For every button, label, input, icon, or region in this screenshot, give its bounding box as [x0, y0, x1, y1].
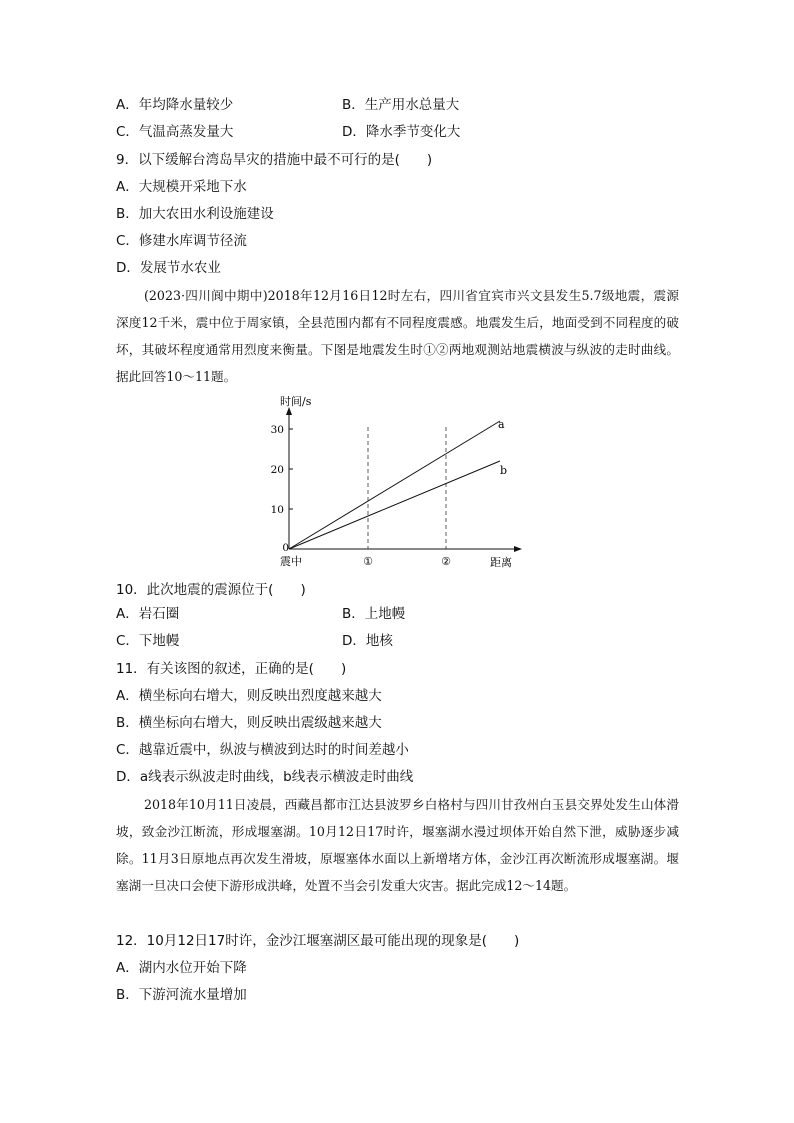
passage-landslide: [116, 791, 679, 899]
q9-option-b: B．加大农田水利设施建设: [116, 206, 274, 222]
q11-option-d: D．a线表示纵波走时曲线，b线表示横波走时曲线: [116, 769, 414, 785]
q9-stem: 9．以下缓解台湾岛旱灾的措施中最不可行的是( ): [116, 152, 433, 168]
q10-option-a: A．岩石圈: [116, 606, 180, 622]
series-a-label: a: [498, 418, 505, 431]
y-axis-arrow: [286, 407, 292, 415]
x-marker-label-2: ②: [441, 555, 451, 568]
y-tick-label-10: 10: [270, 504, 284, 516]
q8-option-c: C．气温高蒸发量大: [116, 124, 234, 140]
x-axis-arrow: [514, 546, 522, 552]
y-tick-label-20: 20: [270, 464, 284, 476]
x-marker-label-1: ①: [363, 555, 373, 568]
q11-option-c: C．越靠近震中，纵波与横波到达时的时间差越小: [116, 742, 409, 758]
y-tick-label-0: 0: [282, 542, 289, 554]
q9-option-c: C．修建水库调节径流: [116, 233, 247, 249]
y-tick-label-30: 30: [270, 424, 284, 436]
series-a-line: [289, 421, 500, 549]
q12-stem: 12．10月12日17时许，金沙江堰塞湖区最可能出现的现象是( ): [116, 933, 520, 949]
q11-option-b: B．横坐标向右增大，则反映出震级越来越大: [116, 715, 382, 731]
y-axis-label: 时间/s: [280, 395, 312, 408]
q8-option-b: B．生产用水总量大: [342, 97, 460, 113]
q11-option-a: A．横坐标向右增大，则反映出烈度越来越大: [116, 688, 382, 704]
q9-option-d: D．发展节水农业: [116, 260, 221, 276]
series-b-label: b: [500, 464, 508, 477]
q8-option-d: D．降水季节变化大: [342, 124, 461, 140]
passage-earthquake: [116, 282, 679, 390]
travel-time-chart: [270, 393, 530, 575]
q12-option-b: B．下游河流水量增加: [116, 987, 247, 1003]
q10-option-d: D．地核: [342, 633, 393, 649]
q8-option-a: A．年均降水量较少: [116, 97, 234, 113]
origin-label: 震中: [280, 555, 302, 568]
q11-stem: 11．有关该图的叙述，正确的是( ): [116, 661, 347, 677]
series-b-line: [289, 461, 500, 549]
passage-earthquake-text: (2023·四川阆中期中)2018年12月16日12时左右，四川省宜宾市兴文县发生5.7级地震，震源深度12千米，震中位于周家镇，全县范围内都有不同程度震感。地震发生后，地面受到不同程度的破坏，其破坏程度通常用烈度来衡量。下图是地震发生时①②两地观测站地震横波与纵波的走时曲线。据此回答10～11题。: [116, 288, 679, 384]
q10-stem: 10．此次地震的震源位于( ): [116, 582, 306, 598]
passage-landslide-text: 2018年10月11日凌晨，西藏昌都市江达县波罗乡白格村与四川甘孜州白玉县交界处发生山体滑坡，致金沙江断流，形成堰塞湖。10月12日17时许，堰塞湖水漫过坝体开始自然下泄，威胁逐步减除。11月3日原地点再次发生滑坡，原堰塞体水面以上新增堵方体，金沙江再次断流形成堰塞湖。堰塞湖一旦决口会使下游形成洪峰，处置不当会引发重大灾害。据此完成12～14题。: [116, 797, 679, 893]
q10-option-b: B．上地幔: [342, 606, 406, 622]
x-axis-label: 距离: [490, 556, 512, 569]
q10-option-c: C．下地幔: [116, 633, 180, 649]
q12-option-a: A．湖内水位开始下降: [116, 960, 247, 976]
q9-option-a: A．大规模开采地下水: [116, 179, 247, 195]
